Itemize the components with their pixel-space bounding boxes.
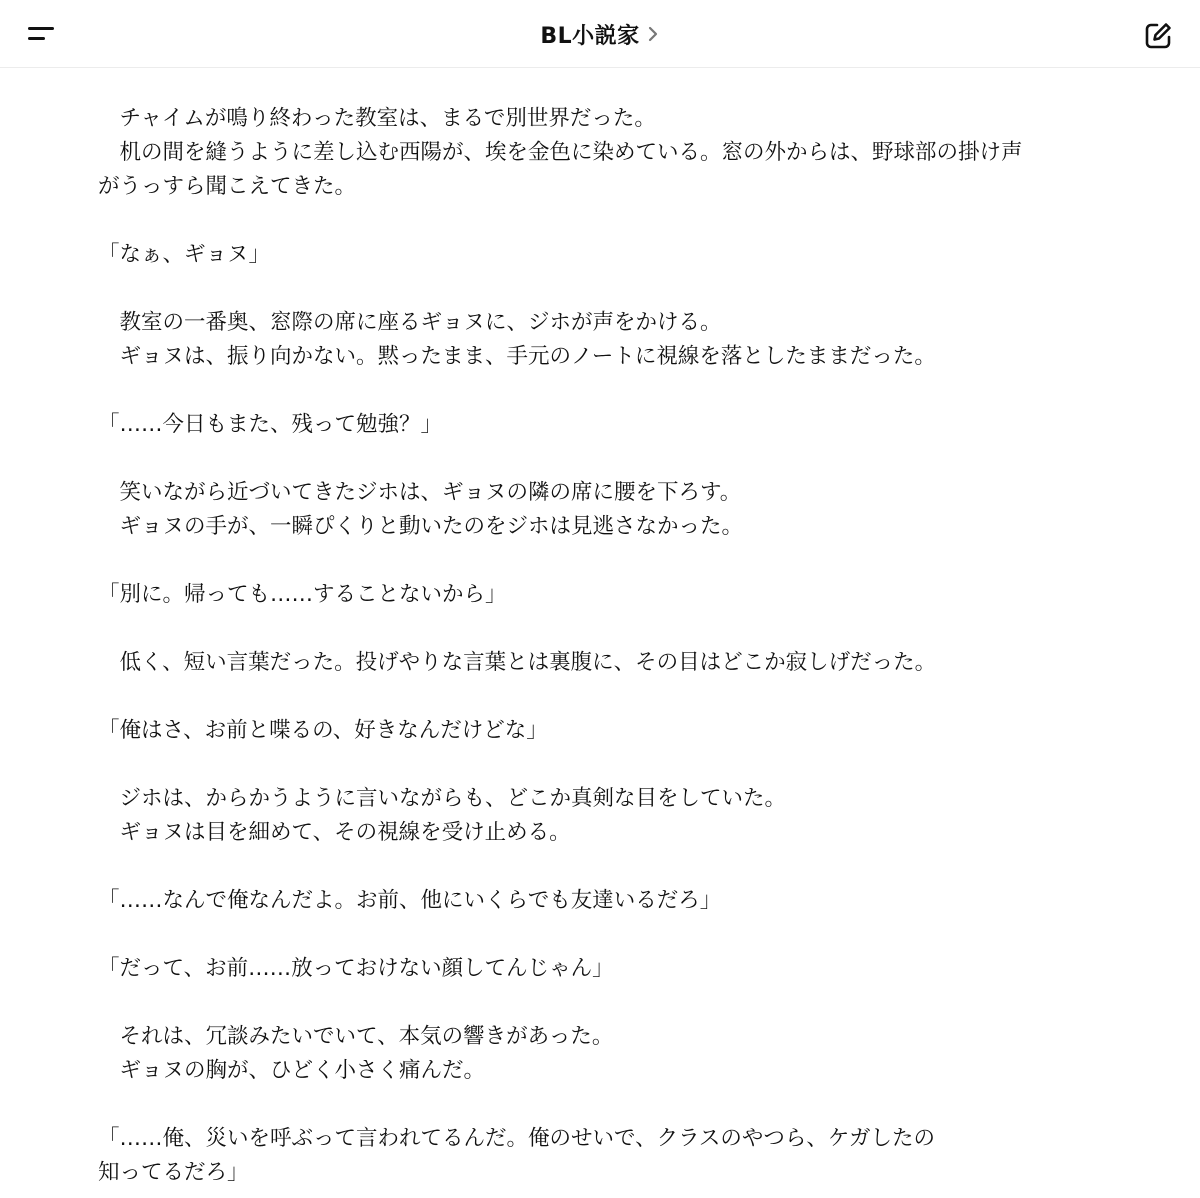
blank-line [98,204,1118,238]
story-line: チャイムが鳴り終わった教室は、まるで別世界だった。 [98,106,656,131]
story-line: ジホは、からかうように言いながらも、どこか真剣な目をしていた。 [98,786,787,811]
menu-button[interactable] [22,18,62,54]
story-line: 「だって、お前……放っておけない顔してんじゃん」 [98,956,614,981]
story-line: 知ってるだろ」 [98,1160,249,1185]
story-line: それは、冗談みたいでいて、本気の響きがあった。 [98,1024,614,1049]
menu-icon [22,18,62,54]
story-line: 教室の一番奥、窓際の席に座るギョヌに、ジホが声をかける。 [98,310,722,335]
story-line: 笑いながら近づいてきたジホは、ギョヌの隣の席に腰を下ろす。 [98,480,742,505]
title-area [0,0,1200,68]
story-line: 「俺はさ、お前と喋るの、好きなんだけどな」 [98,718,548,743]
story-line: 「別に。帰っても……することないから」 [98,582,507,607]
blank-line [98,374,1118,408]
story-line: 「なぁ、ギョヌ」 [98,242,271,267]
blank-line [98,272,1118,306]
chevron-right-icon [646,24,660,44]
story-line: 「……俺、災いを呼ぶって言われてるんだ。俺のせいで、クラスのやつら、ケガしたの [98,1126,935,1151]
story-line: ギョヌの胸が、ひどく小さく痛んだ。 [98,1058,486,1083]
story-line: 低く、短い言葉だった。投げやりな言葉とは裏腹に、その目はどこか寂しげだった。 [98,650,937,675]
story-line: がうっすら聞こえてきた。 [98,174,357,199]
blank-line [98,680,1118,714]
page-title: BL小説家 [540,23,640,49]
story-line: 「……なんで俺なんだよ。お前、他にいくらでも友達いるだろ」 [98,888,722,913]
story-line: ギョヌの手が、一瞬ぴくりと動いたのをジホは見逃さなかった。 [98,514,744,539]
blank-line [98,748,1118,782]
blank-line [98,544,1118,578]
blank-line [98,986,1118,1020]
blank-line [98,918,1118,952]
blank-line [98,1088,1118,1122]
new-chat-button[interactable] [1140,18,1176,54]
top-bar [0,0,1200,68]
story-line: 机の間を縫うように差し込む西陽が、埃を金色に染めている。窓の外からは、野球部の掛け声 [98,140,1023,165]
blank-line [98,442,1118,476]
story-line: ギョヌは目を細めて、その視線を受け止める。 [98,820,571,845]
story-line: 「……今日もまた、残って勉強？」 [98,412,443,437]
story-line: ギョヌは、振り向かない。黙ったまま、手元のノートに視線を落としたままだった。 [98,344,936,369]
edit-icon [1140,18,1176,54]
blank-line [98,612,1118,646]
title-button[interactable] [540,19,659,50]
blank-line [98,850,1118,884]
story-content [98,102,1118,1190]
